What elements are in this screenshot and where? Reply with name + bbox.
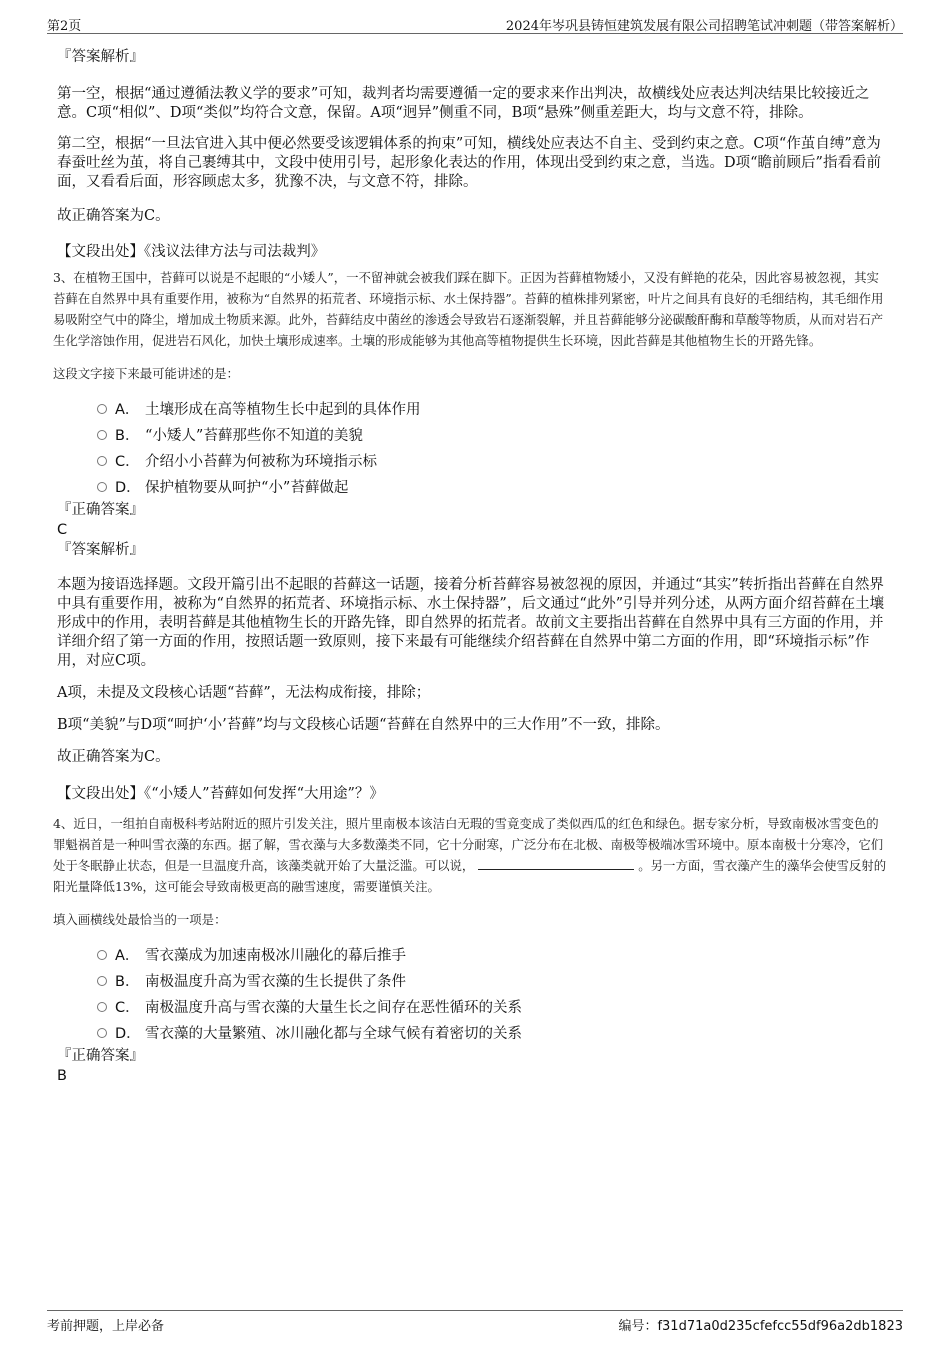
q3-analysis-p3: B项“美貌”与D项“呵护‘小’苔藓”均与文段核心话题“苔藓在自然界中的三大作用”不一致，排除。	[57, 717, 670, 733]
q3-source: 【文段出处】《“小矮人”苔藓如何发挥“大用途”？》	[57, 786, 384, 802]
fill-blank-line	[478, 857, 634, 870]
radio-button[interactable]	[97, 950, 107, 960]
q3-analysis-label: 『答案解析』	[57, 542, 144, 558]
q3-option-d[interactable]: D． 保护植物要从呵护“小”苔藓做起	[57, 474, 888, 500]
q2-analysis-p1: 第一空，根据“通过遵循法教义学的要求”可知，裁判者均需要遵循一定的要求来作出判决，故横线处应表达判决结果比较接近之意。C项“相似”、D项“类似”均符合文意，保留。A项“迥异”侧重不同，B项“悬殊”侧重差距大，均与文意不符，排除。	[57, 86, 870, 121]
q4-correct-answer: B	[57, 1068, 67, 1084]
radio-button[interactable]	[97, 1002, 107, 1012]
footer-slogan: 考前押题，上岸必备	[47, 1319, 165, 1334]
q3-analysis-p1: 本题为接语选择题。文段开篇引出不起眼的苔藓这一话题，接着分析苔藓容易被忽视的原因，并通过“其实”转折指出苔藓在自然界中具有重要作用，被称为“自然界的拓荒者、环境指示标、水土保持器”，后文通过“此外”引导并列分述，从两方面介绍苔藓在土壤形成中的作用，表明苔藓是其他植物生长的开路先锋，即自然界的拓荒者。故前文主要指出苔藓在自然界中具有三方面的作用，并详细介绍了第一方面的作用，按照话题一致原则，接下来最有可能继续介绍苔藓在自然界中第二方面的作用，即“环境指示标”作用，对应C项。	[57, 577, 885, 669]
q2-source: 【文段出处】《浅议法律方法与司法裁判》	[57, 244, 326, 260]
q3-question-text: 3、在植物王国中，苔藓可以说是不起眼的“小矮人”，一不留神就会被我们踩在脚下。正因为苔藓植物矮小，又没有鲜艳的花朵，因此容易被忽视，其实苔藓在自然界中具有重要作用，被称为“自然界的拓荒者、环境指示标、水土保持器”。苔藓的植株排列紧密，叶片之间具有良好的毛细结构，其毛细作用易吸附空气中的降尘，增加成土物质来源。此外，苔藓结皮中菌丝的渗透会导致岩石逐渐裂解，并且苔藓能够分泌碳酸酐酶和草酸等物质，从而对岩石产生化学溶蚀作用，促进岩石风化，加快土壤形成速率。土壤的形成能够为其他高等植物提供生长环境，因此苔藓是其他植物生长的开路先锋。	[53, 270, 884, 348]
q4-question-text: 4、近日，一组拍自南极科考站附近的照片引发关注，照片里南极本该洁白无瑕的雪竟变成了类似西瓜的红色和绿色。据专家分析，导致南极冰雪变色的罪魁祸首是一种叫雪衣藻的东西。据了解，雪衣藻与大多数藻类不同，它十分耐寒，广泛分布在北极、南极等极端冰雪环境中。原本南极十分寒冷，它们处于冬眠静止状态，但是一旦温度升高，该藻类就开始了大量泛滥。可以说， 。另一方面，雪衣藻产生的藻华会使雪反射的阳光量降低13%，这可能会导致南极更高的融雪速度，需要谨慎关注。	[53, 816, 887, 894]
page-footer	[47, 1310, 903, 1337]
q3-option-c[interactable]: C． 介绍小小苔藓为何被称为环境指示标	[57, 448, 888, 474]
radio-button[interactable]	[97, 456, 107, 466]
q3-analysis-p2: A项，未提及文段核心话题“苔藓”，无法构成衔接，排除；	[57, 685, 431, 701]
q4-option-d[interactable]: D． 雪衣藻的大量繁殖、冰川融化都与全球气候有着密切的关系	[57, 1020, 888, 1046]
q3-option-b[interactable]: B． “小矮人”苔藓那些你不知道的美貌	[57, 422, 888, 448]
radio-button[interactable]	[97, 482, 107, 492]
radio-button[interactable]	[97, 404, 107, 414]
q3-correct-label: 『正确答案』	[57, 502, 144, 518]
q4-correct-label: 『正确答案』	[57, 1048, 144, 1064]
radio-button[interactable]	[97, 430, 107, 440]
q4-option-b[interactable]: B． 南极温度升高为雪衣藻的生长提供了条件	[57, 968, 888, 994]
q4-option-c[interactable]: C． 南极温度升高与雪衣藻的大量生长之间存在恶性循环的关系	[57, 994, 888, 1020]
q3-correct-answer: C	[57, 522, 68, 538]
q2-analysis-p2: 第二空，根据“一旦法官进入其中便必然要受该逻辑体系的拘束”可知，横线处应表达不自主、受到约束之意。C项“作茧自缚”意为春蚕吐丝为茧，将自己裹缚其中，文段中使用引号，起形象化表达的作用，体现出受到约束之意，当选。D项“瞻前顾后”指看看前面，又看看后面，形容顾虑太多，犹豫不决，与文意不符，排除。	[57, 136, 881, 190]
document-title: 2024年岑巩县铸恒建筑发展有限公司招聘笔试冲刺题（带答案解析）	[505, 19, 903, 34]
q3-options	[57, 396, 888, 500]
radio-button[interactable]	[97, 1028, 107, 1038]
page-number: 第2页	[47, 19, 82, 34]
q3-conclusion: 故正确答案为C。	[57, 749, 170, 765]
q2-conclusion: 故正确答案为C。	[57, 208, 170, 224]
q2-analysis-label: 『答案解析』	[57, 49, 144, 65]
radio-button[interactable]	[97, 976, 107, 986]
q4-prompt: 填入画横线处最恰当的一项是：	[53, 912, 227, 927]
page-header	[47, 13, 903, 34]
page-content	[53, 42, 888, 1086]
q4-options	[57, 942, 888, 1046]
q3-option-a[interactable]: A． 土壤形成在高等植物生长中起到的具体作用	[57, 396, 888, 422]
q4-option-a[interactable]: A． 雪衣藻成为加速南极冰川融化的幕后推手	[57, 942, 888, 968]
q3-prompt: 这段文字接下来最可能讲述的是：	[53, 366, 239, 381]
document-code: 编号：f31d71a0d235cfefcc55df96a2db1823	[618, 1319, 903, 1334]
